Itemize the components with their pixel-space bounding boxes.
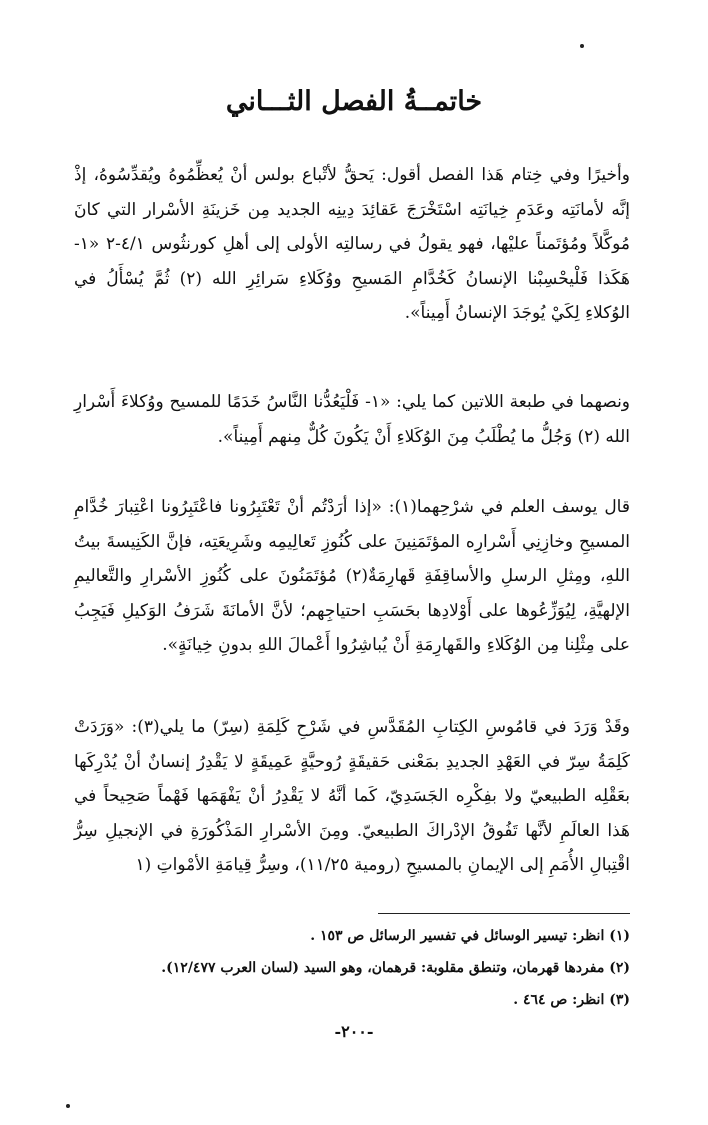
footnote-2: (٢) مفردها قهرمان، وتنطق مقلوبة: قرهمان، وهو السيد (لسان العرب ١٢/٤٧٧). [161,960,630,976]
speck-mark [66,1104,70,1108]
footnote-3: (٣) انظر: ص ٤٦٤ . [513,992,630,1008]
body-paragraph [74,158,630,331]
paragraph-text: قال يوسف العلم في شرْحِهما(١): «إذا أرَدْتُم أنْ تَعْتَبِرُونا فاعْتَبِرُونا اعْتِبارَ خُدَّامِ المسيحِ وخازِنِي أَسْرارِه المؤتَمَنِينَ على كُنُوزِ تَعالِيمِه وشَرِيعَتِه، فإنَّ الكَنِيسةَ بيتُ اللهِ، ومِثلِ الرسلِ والأساقِفَةِ قَهارِمَةٌ(٢) مُؤتَمَنُونَ على كُنُوزِ الأسْرارِ والتَّعاليمِ الإلهيَّةِ، لِيُوَزِّعُوها على أَوْلادِها بحَسَبِ احتياجِهم؛ لأنَّ الأمانَةَ شَرَفُ الوَكيلِ فَيَجِبُ على مِثْلِنا مِن الوُكَلاءِ والقَهارِمَةِ أَنْ يُباشِرُوا أَعْمالَ اللهِ بدونِ خِيانَةٍ». [74,497,630,655]
page-number: -٢٠٠- [334,1022,374,1041]
body-paragraph [74,710,630,883]
body-paragraph [74,385,630,454]
footnote-separator [378,913,630,914]
paragraph-text: وأخيرًا وفي خِتام هَذا الفصل أقول: يَحقُّ لأتْباع بولس أنْ يُعظِّمُوهُ ويُقدِّسُوهُ، إذْ إنَّه لأمانَتِه وعَدَمِ خِيانَتِه اسْتَخْرَجَ عَقائِدَ دِينِه الجديد مِن خَزينَةِ الأسْرار التي كانَ مُوكَّلاً ومُؤتَمناً عليْها، فهو يقولُ في رسالتِه الأولى إلى أهلِ كورنثُوس ٤/١-٢ «١- هَكَذا فَلْيحْسِبْنا الإنسانُ كَخُدَّامِ المَسيحِ ووُكَلاءِ سَرائِرِ الله (٢) ثُمَّ يُسْأَلُ في الوُكلاءِ لِكَيْ يُوجَدَ الإنسانُ أَمِيناً». [74,165,630,323]
body-paragraph [74,490,630,663]
chapter-conclusion-title: خاتمــةُ الفصل الثـــاني [225,86,483,117]
speck-mark [580,44,584,48]
paragraph-text: وقَدْ وَرَدَ في قامُوسِ الكِتابِ المُقَدَّسِ في شَرْحِ كَلِمَةِ (سِرّ) ما يلي(٣): «وَرَدَتْ كَلِمَةُ سِرّ في العَهْدِ الجديدِ بمَعْنى حَقيقَةٍ رُوحيَّةٍ عَمِيقَةٍ لا يَقْدِرُ إنسانٌ أنْ يُدْرِكَها بعَقْلِه الطبيعيّ ولا بفِكْرِه الجَسَدِيّ، كَما أنَّهُ لا يَقْدِرُ أنْ يَفْهَمَها فَهْماً صَحِيحاً في هَذا العالَمِ لأنَّها تَفُوقُ الإدْراكَ الطبيعيّ. ومِنَ الأسْرارِ المَذْكُورَةِ في الإنجيلِ سِرُّ اقْتِبالِ الأُمَمِ إلى الإيمانِ بالمسيحِ (رومية ١١/٢٥)، وسِرُّ قِيامَةِ الأمْواتِ (١ [74,717,630,875]
footnote-1: (١) انظر: تيسير الوسائل في تفسير الرسائل ص ١٥٣ . [310,928,630,944]
paragraph-text: ونصهما في طبعة اللاتين كما يلي: «١- فَلْيَعُدُّنا النَّاسُ خَدَمًا للمسيح ووُكلاءَ أَسْرارِ الله (٢) وَجُلُّ ما يُطْلَبُ مِنَ الوُكَلاءِ أَنْ يَكُونَ كُلٌّ مِنهم أَمِيناً». [74,392,631,447]
